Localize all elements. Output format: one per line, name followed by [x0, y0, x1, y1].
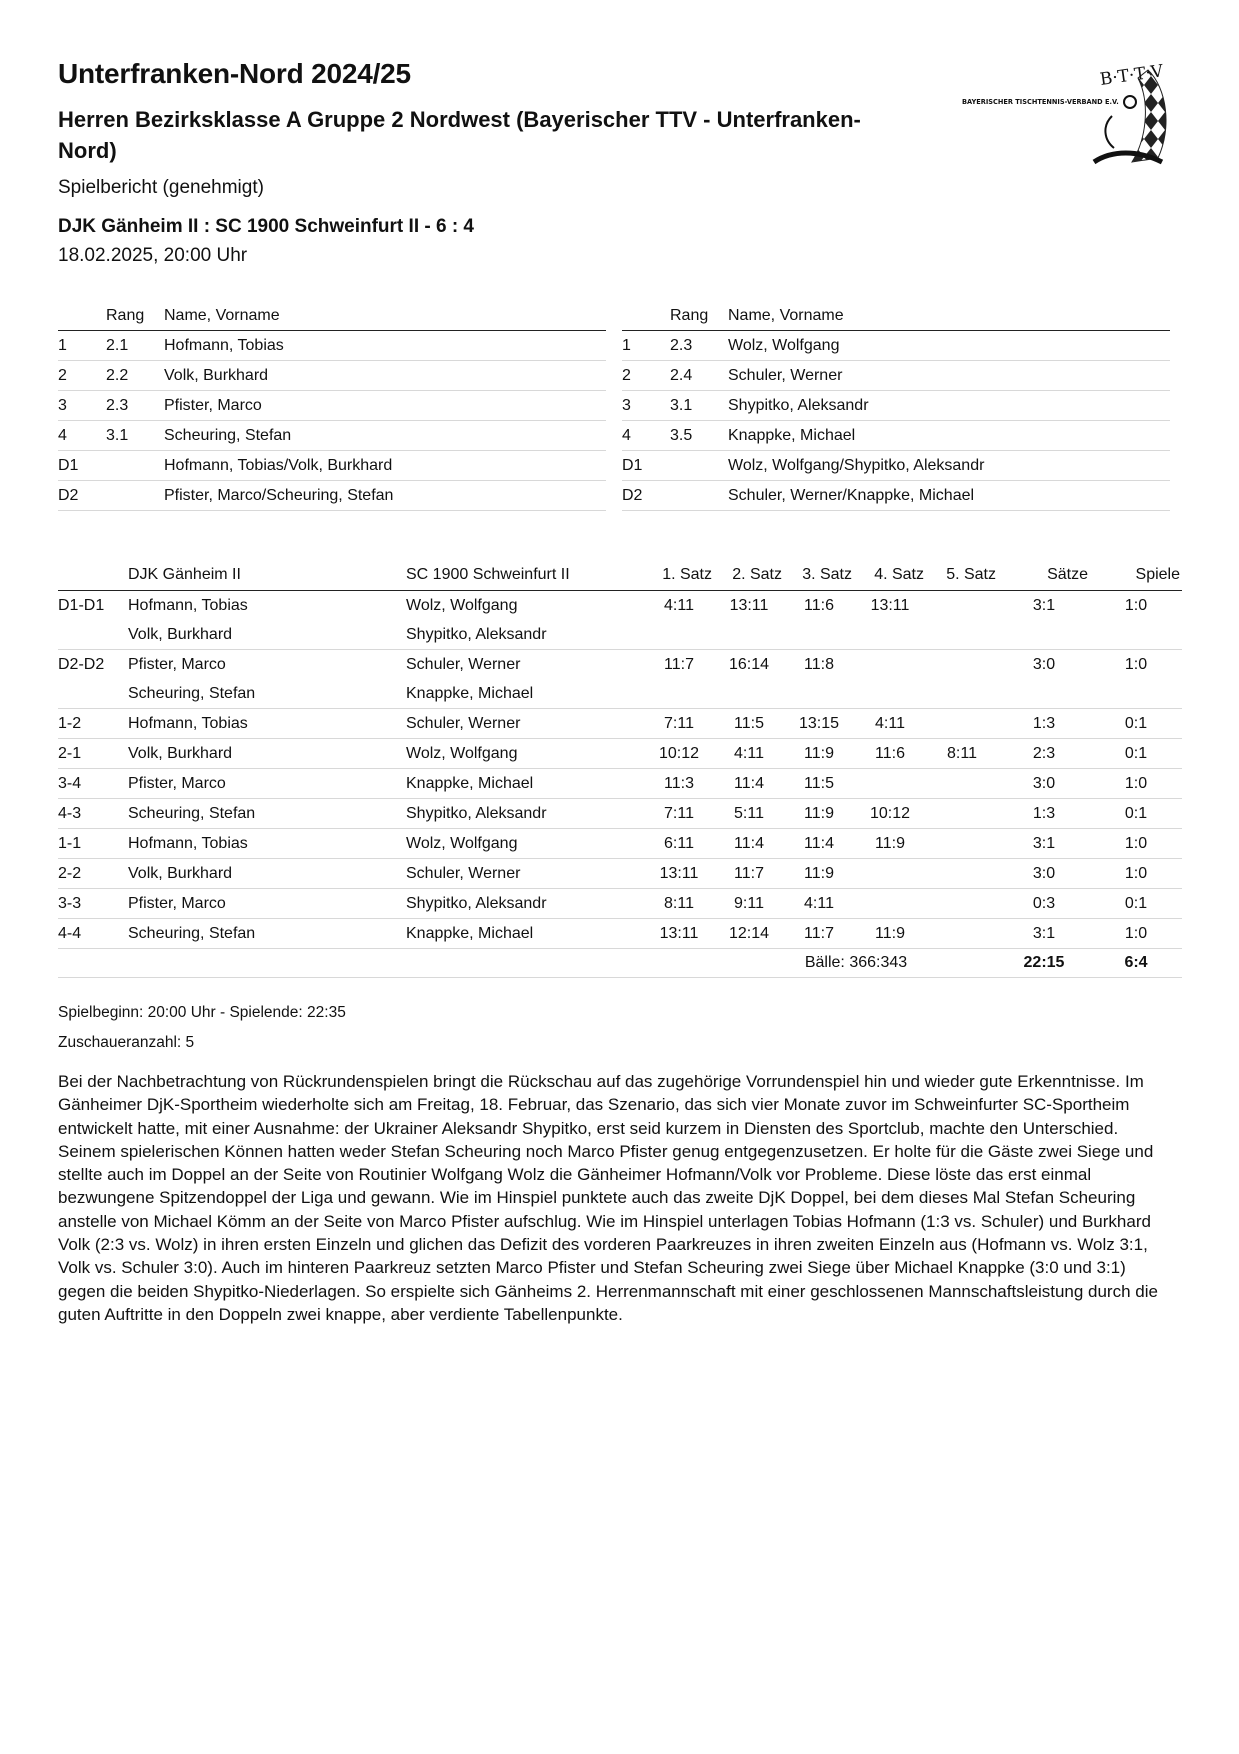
singles-row: 2-2 Volk, Burkhard Schuler, Werner 13:11 11:7 11:9 3:0 1:0 [58, 859, 1182, 889]
rang-header: Rang [106, 302, 164, 331]
name-header: Name, Vorname [164, 302, 606, 331]
player-name: Schuler, Werner [728, 361, 1170, 391]
lineup-row: D2 Schuler, Werner/Knappke, Michael [622, 481, 1170, 511]
set3-header: 3. Satz [784, 560, 854, 591]
lineup-row: 4 3.5 Knappke, Michael [622, 421, 1170, 451]
doubles-row: D1-D1 Hofmann, Tobias Wolz, Wolfgang 4:11 13:11 11:6 13:11 3:1 1:0 [58, 596, 1148, 614]
spectator-count: Zuschaueranzahl: 5 [58, 1034, 195, 1051]
bttv-logo-graphic [962, 58, 1182, 182]
lineup-row: D1 Hofmann, Tobias/Volk, Burkhard [58, 451, 606, 481]
singles-row: 1-1 Hofmann, Tobias Wolz, Wolfgang 6:11 11:4 11:4 11:9 3:1 1:0 [58, 829, 1182, 859]
lineup-row: 2 2.2 Volk, Burkhard [58, 361, 606, 391]
set5-header: 5. Satz [926, 560, 998, 591]
player-name: Wolz, Wolfgang [728, 331, 1170, 361]
guest-team-header: SC 1900 Schweinfurt II [406, 560, 644, 591]
doubles-name: Hofmann, Tobias/Volk, Burkhard [164, 451, 606, 481]
lineup-row: 1 2.1 Hofmann, Tobias [58, 331, 606, 361]
match-report-text: Bei der Nachbetrachtung von Rückrundenspielen bringt die Rückschau auf das zugehörige Vorrundenspiel hin und wieder gute Erkenntnisse. Im Gänheimer DjK-Sportheim wiederholte sich am Freitag, 18. Februar, das Szenario, das sich vier Monate zuvor im Schweinfurter SC-Sportheim entwickelt hatte, mit einer Ausnahme: der Ukrainer Aleksandr Shypitko, erst seid kurzem in Diensten des Sportclub, machte den Unterschied. Seinem spielerischen Können hatten weder Stefan Scheuring noch Marco Pfister genug entgegenzusetzen. Er holte für die Gäste zwei Siege und stellte auch im Doppel an der Seite von Routinier Wolfgang Wolz die Gänheimer Hofmann/Volk vor Probleme. Diese löste das erst einmal bezwungene Spitzendoppel der Liga und gewann. Wie im Hinspiel punktete auch das zweite DjK Doppel, bei dem dieses Mal Stefan Scheuring anstelle von Michael Kömm an der Seite von Marco Pfister aufschlug. Wie im Hinspiel unterlagen Tobias Hofmann (1:3 vs. Schuler) und Burkhard Volk (2:3 vs. Wolz) in ihren ersten Einzeln und glichen das Defizit des vorderen Paarkreuzes in ihren zweiten Einzeln aus (Hofmann vs. Wolz 3:1, Volk vs. Schuler 3:0). Auch im hinteren Paarkreuz setzten Marco Pfister und Stefan Scheuring zwei Siege über Michael Knappke (3:0 und 3:1) gegen die beiden Shypitko-Niederlagen. So erspielte sich Gänheims 2. Herrenmannschaft mit einer geschlossenen Mannschaftsleistung durch die guten Auftritte in den Doppeln zwei knappe, aber verdiente Tabellenpunkte. [58, 1072, 1158, 1324]
home-team-header: DJK Gänheim II [128, 560, 406, 591]
player-name: Hofmann, Tobias [164, 331, 606, 361]
doubles-row: D2-D2 Pfister, Marco Schuler, Werner 11:7 16:14 11:8 3:0 1:0 [58, 655, 1148, 673]
player-name: Volk, Burkhard [164, 361, 606, 391]
doubles-name: Schuler, Werner/Knappke, Michael [728, 481, 1170, 511]
lineup-row: 3 3.1 Shypitko, Aleksandr [622, 391, 1170, 421]
logo-letters: B·T·T·V [1098, 61, 1165, 90]
lineup-row: 2 2.4 Schuler, Werner [622, 361, 1170, 391]
singles-row: 2-1 Volk, Burkhard Wolz, Wolfgang 10:12 4:11 11:9 11:6 8:11 2:3 0:1 [58, 739, 1182, 769]
match-date: 18.02.2025, 20:00 Uhr [58, 245, 248, 266]
player-name: Pfister, Marco [164, 391, 606, 421]
match-times: Spielbeginn: 20:00 Uhr - Spielende: 22:35 [58, 1004, 346, 1021]
results-table [58, 560, 1182, 978]
doubles-row-partner: Scheuring, Stefan Knappke, Michael [58, 679, 1182, 709]
singles-row: 1-2 Hofmann, Tobias Schuler, Werner 7:11 11:5 13:15 4:11 1:3 0:1 [58, 709, 1182, 739]
doubles-name: Pfister, Marco/Scheuring, Stefan [164, 481, 606, 511]
rang-header: Rang [670, 302, 728, 331]
singles-row: 4-4 Scheuring, Stefan Knappke, Michael 13:11 12:14 11:7 11:9 3:1 1:0 [58, 919, 1182, 949]
spiele-header: Spiele [1090, 560, 1182, 591]
lineup-row: D1 Wolz, Wolfgang/Shypitko, Aleksandr [622, 451, 1170, 481]
lineup-row: 4 3.1 Scheuring, Stefan [58, 421, 606, 451]
name-header: Name, Vorname [728, 302, 1170, 331]
totals-row [58, 949, 1182, 978]
doubles-row-partner: Volk, Burkhard Shypitko, Aleksandr [58, 620, 1182, 650]
singles-row: 3-3 Pfister, Marco Shypitko, Aleksandr 8:11 9:11 4:11 0:3 0:1 [58, 889, 1182, 919]
player-name: Scheuring, Stefan [164, 421, 606, 451]
player-name: Shypitko, Aleksandr [728, 391, 1170, 421]
lineup-row: 1 2.3 Wolz, Wolfgang [622, 331, 1170, 361]
doubles-name: Wolz, Wolfgang/Shypitko, Aleksandr [728, 451, 1170, 481]
set2-header: 2. Satz [714, 560, 784, 591]
guest-lineup-table [622, 302, 1170, 511]
logo-text: BAYERISCHER TISCHTENNIS-VERBAND E.V. [962, 98, 1119, 106]
player-name: Knappke, Michael [728, 421, 1170, 451]
report-status: Spielbericht (genehmigt) [58, 177, 264, 198]
spiele-total: 6:4 [1090, 949, 1182, 978]
balls-total: Bälle: 366:343 [714, 949, 998, 978]
home-lineup-table [58, 302, 606, 511]
bttv-logo [962, 58, 1182, 182]
match-result-heading: DJK Gänheim II : SC 1900 Schweinfurt II - 6 : 4 [58, 216, 474, 237]
set1-header: 1. Satz [644, 560, 714, 591]
page-title: Unterfranken-Nord 2024/25 [58, 58, 411, 89]
set4-header: 4. Satz [854, 560, 926, 591]
lineup-row: 3 2.3 Pfister, Marco [58, 391, 606, 421]
singles-row: 3-4 Pfister, Marco Knappke, Michael 11:3 11:4 11:5 3:0 1:0 [58, 769, 1182, 799]
league-name: Herren Bezirksklasse A Gruppe 2 Nordwest (Bayerischer TTV - Unterfranken-Nord) [58, 107, 861, 163]
singles-section [58, 709, 1182, 949]
saetze-total: 22:15 [998, 949, 1090, 978]
lineup-row: D2 Pfister, Marco/Scheuring, Stefan [58, 481, 606, 511]
singles-row: 4-3 Scheuring, Stefan Shypitko, Aleksandr 7:11 5:11 11:9 10:12 1:3 0:1 [58, 799, 1182, 829]
saetze-header: Sätze [998, 560, 1090, 591]
